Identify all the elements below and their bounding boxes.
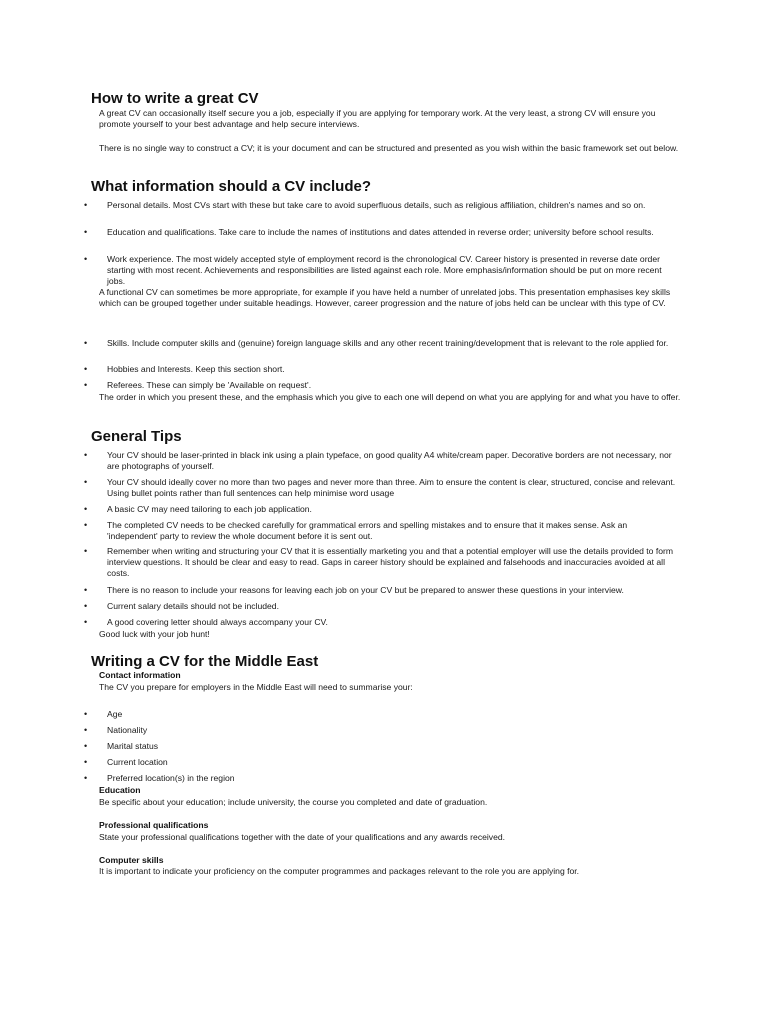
bullet-icon: • [84, 450, 88, 460]
list-item-text: Education and qualifications. Take care to include the names of institutions and dates attended in reverse order; university before school results. [107, 227, 654, 237]
list-item-text: A basic CV may need tailoring to each job application. [107, 504, 312, 514]
list-item-text: Hobbies and Interests. Keep this section short. [107, 364, 285, 374]
heading-middle-east: Writing a CV for the Middle East [91, 653, 319, 670]
list-item-text: Preferred location(s) in the region [107, 773, 235, 783]
bullet-icon: • [84, 477, 88, 487]
contact-information-heading: Contact information [99, 670, 181, 680]
bullet-icon: • [84, 741, 88, 751]
intro-paragraph: A great CV can occasionally itself secure you a job, especially if you are applying for temporary work. At the very least, a strong CV will ensure you promote yourself to your best advantage and help secure interviews. [99, 108, 656, 129]
list-item-text: Your CV should ideally cover no more than two pages and never more than three. Aim to ensure the content is clear, structured, concise and relevant. Using bullet points rather than full sentences can help minimise word usage [107, 477, 676, 498]
construct-paragraph: There is no single way to construct a CV; it is your document and can be structured and presented as you wish within the basic framework set out below. [99, 143, 679, 153]
bullet-icon: • [84, 709, 88, 719]
education-text: Be specific about your education; include university, the course you completed and date of graduation. [99, 797, 488, 807]
contact-information-text: The CV you prepare for employers in the Middle East will need to summarise your: [99, 682, 413, 692]
heading-how-to-write: How to write a great CV [91, 90, 259, 107]
list-item-text: Personal details. Most CVs start with these but take care to avoid superfluous details, such as religious affiliation, children's names and so on. [107, 200, 646, 210]
list-item-text: Marital status [107, 741, 159, 751]
education-heading: Education [99, 785, 141, 795]
bullet-icon: • [84, 757, 88, 767]
bullet-icon: • [84, 725, 88, 735]
bullet-icon: • [84, 546, 88, 556]
bullet-icon: • [84, 617, 88, 627]
bullet-icon: • [84, 380, 88, 390]
heading-what-information: What information should a CV include? [91, 178, 371, 195]
list-item-text: There is no reason to include your reasons for leaving each job on your CV but be prepared to answer these questions in your interview. [107, 585, 624, 595]
bullet-icon: • [84, 601, 88, 611]
list-item-text: Skills. Include computer skills and (genuine) foreign language skills and any other recent training/development that is relevant to the role applied for. [107, 338, 669, 348]
bullet-icon: • [84, 364, 88, 374]
bullet-icon: • [84, 338, 88, 348]
bullet-icon: • [84, 227, 88, 237]
bullet-icon: • [84, 254, 88, 264]
order-paragraph: The order in which you present these, and the emphasis which you give to each one will depend on what you are applying for and what you have to offer. [99, 392, 681, 402]
list-item-text: Nationality [107, 725, 148, 735]
list-item-text: Referees. These can simply be 'Available on request'. [107, 380, 312, 390]
list-item-text: The completed CV needs to be checked carefully for grammatical errors and spelling mistakes and to ensure that it makes sense. Ask an 'independent' party to review the whole document before it is sent out. [107, 520, 628, 541]
list-item-text: Remember when writing and structuring your CV that it is essentially marketing you and that a potential employer will use the details provided to form interview questions. It should be clear and easy to read. Gaps in career history should be explained and falsehoods and inaccuracies avoided at all costs. [107, 546, 674, 578]
functional-cv-paragraph: A functional CV can sometimes be more appropriate, for example if you have held a number of unrelated jobs. This presentation emphasises key skills which can be grouped together under suitable headings. However, career progression and the nature of jobs held can be unclear with this type of CV. [99, 287, 671, 308]
professional-qualifications-text: State your professional qualifications together with the date of your qualifications and any awards received. [99, 832, 506, 842]
bullet-icon: • [84, 773, 88, 783]
bullet-icon: • [84, 585, 88, 595]
list-item-text: Current location [107, 757, 168, 767]
computer-skills-heading: Computer skills [99, 855, 164, 865]
list-item-text: Work experience. The most widely accepted style of employment record is the chronological CV. Career history is presented in reverse date order starting with most recent. Achievements and responsibilities are listed against each role. More emphasis/information should be put on more recent jobs. [107, 254, 662, 286]
computer-skills-text: It is important to indicate your proficiency on the computer programmes and packages relevant to the role you are applying for. [99, 866, 580, 876]
good-luck-paragraph: Good luck with your job hunt! [99, 629, 210, 639]
heading-general-tips: General Tips [91, 428, 182, 445]
professional-qualifications-heading: Professional qualifications [99, 820, 209, 830]
list-item-text: Your CV should be laser-printed in black ink using a plain typeface, on good quality A4 white/cream paper. Decorative borders are not necessary, nor are photographs of yourself. [107, 450, 672, 471]
list-item-text: Age [107, 709, 123, 719]
bullet-icon: • [84, 200, 88, 210]
list-item-text: Current salary details should not be included. [107, 601, 279, 611]
bullet-icon: • [84, 520, 88, 530]
list-item-text: A good covering letter should always accompany your CV. [107, 617, 328, 627]
bullet-icon: • [84, 504, 88, 514]
